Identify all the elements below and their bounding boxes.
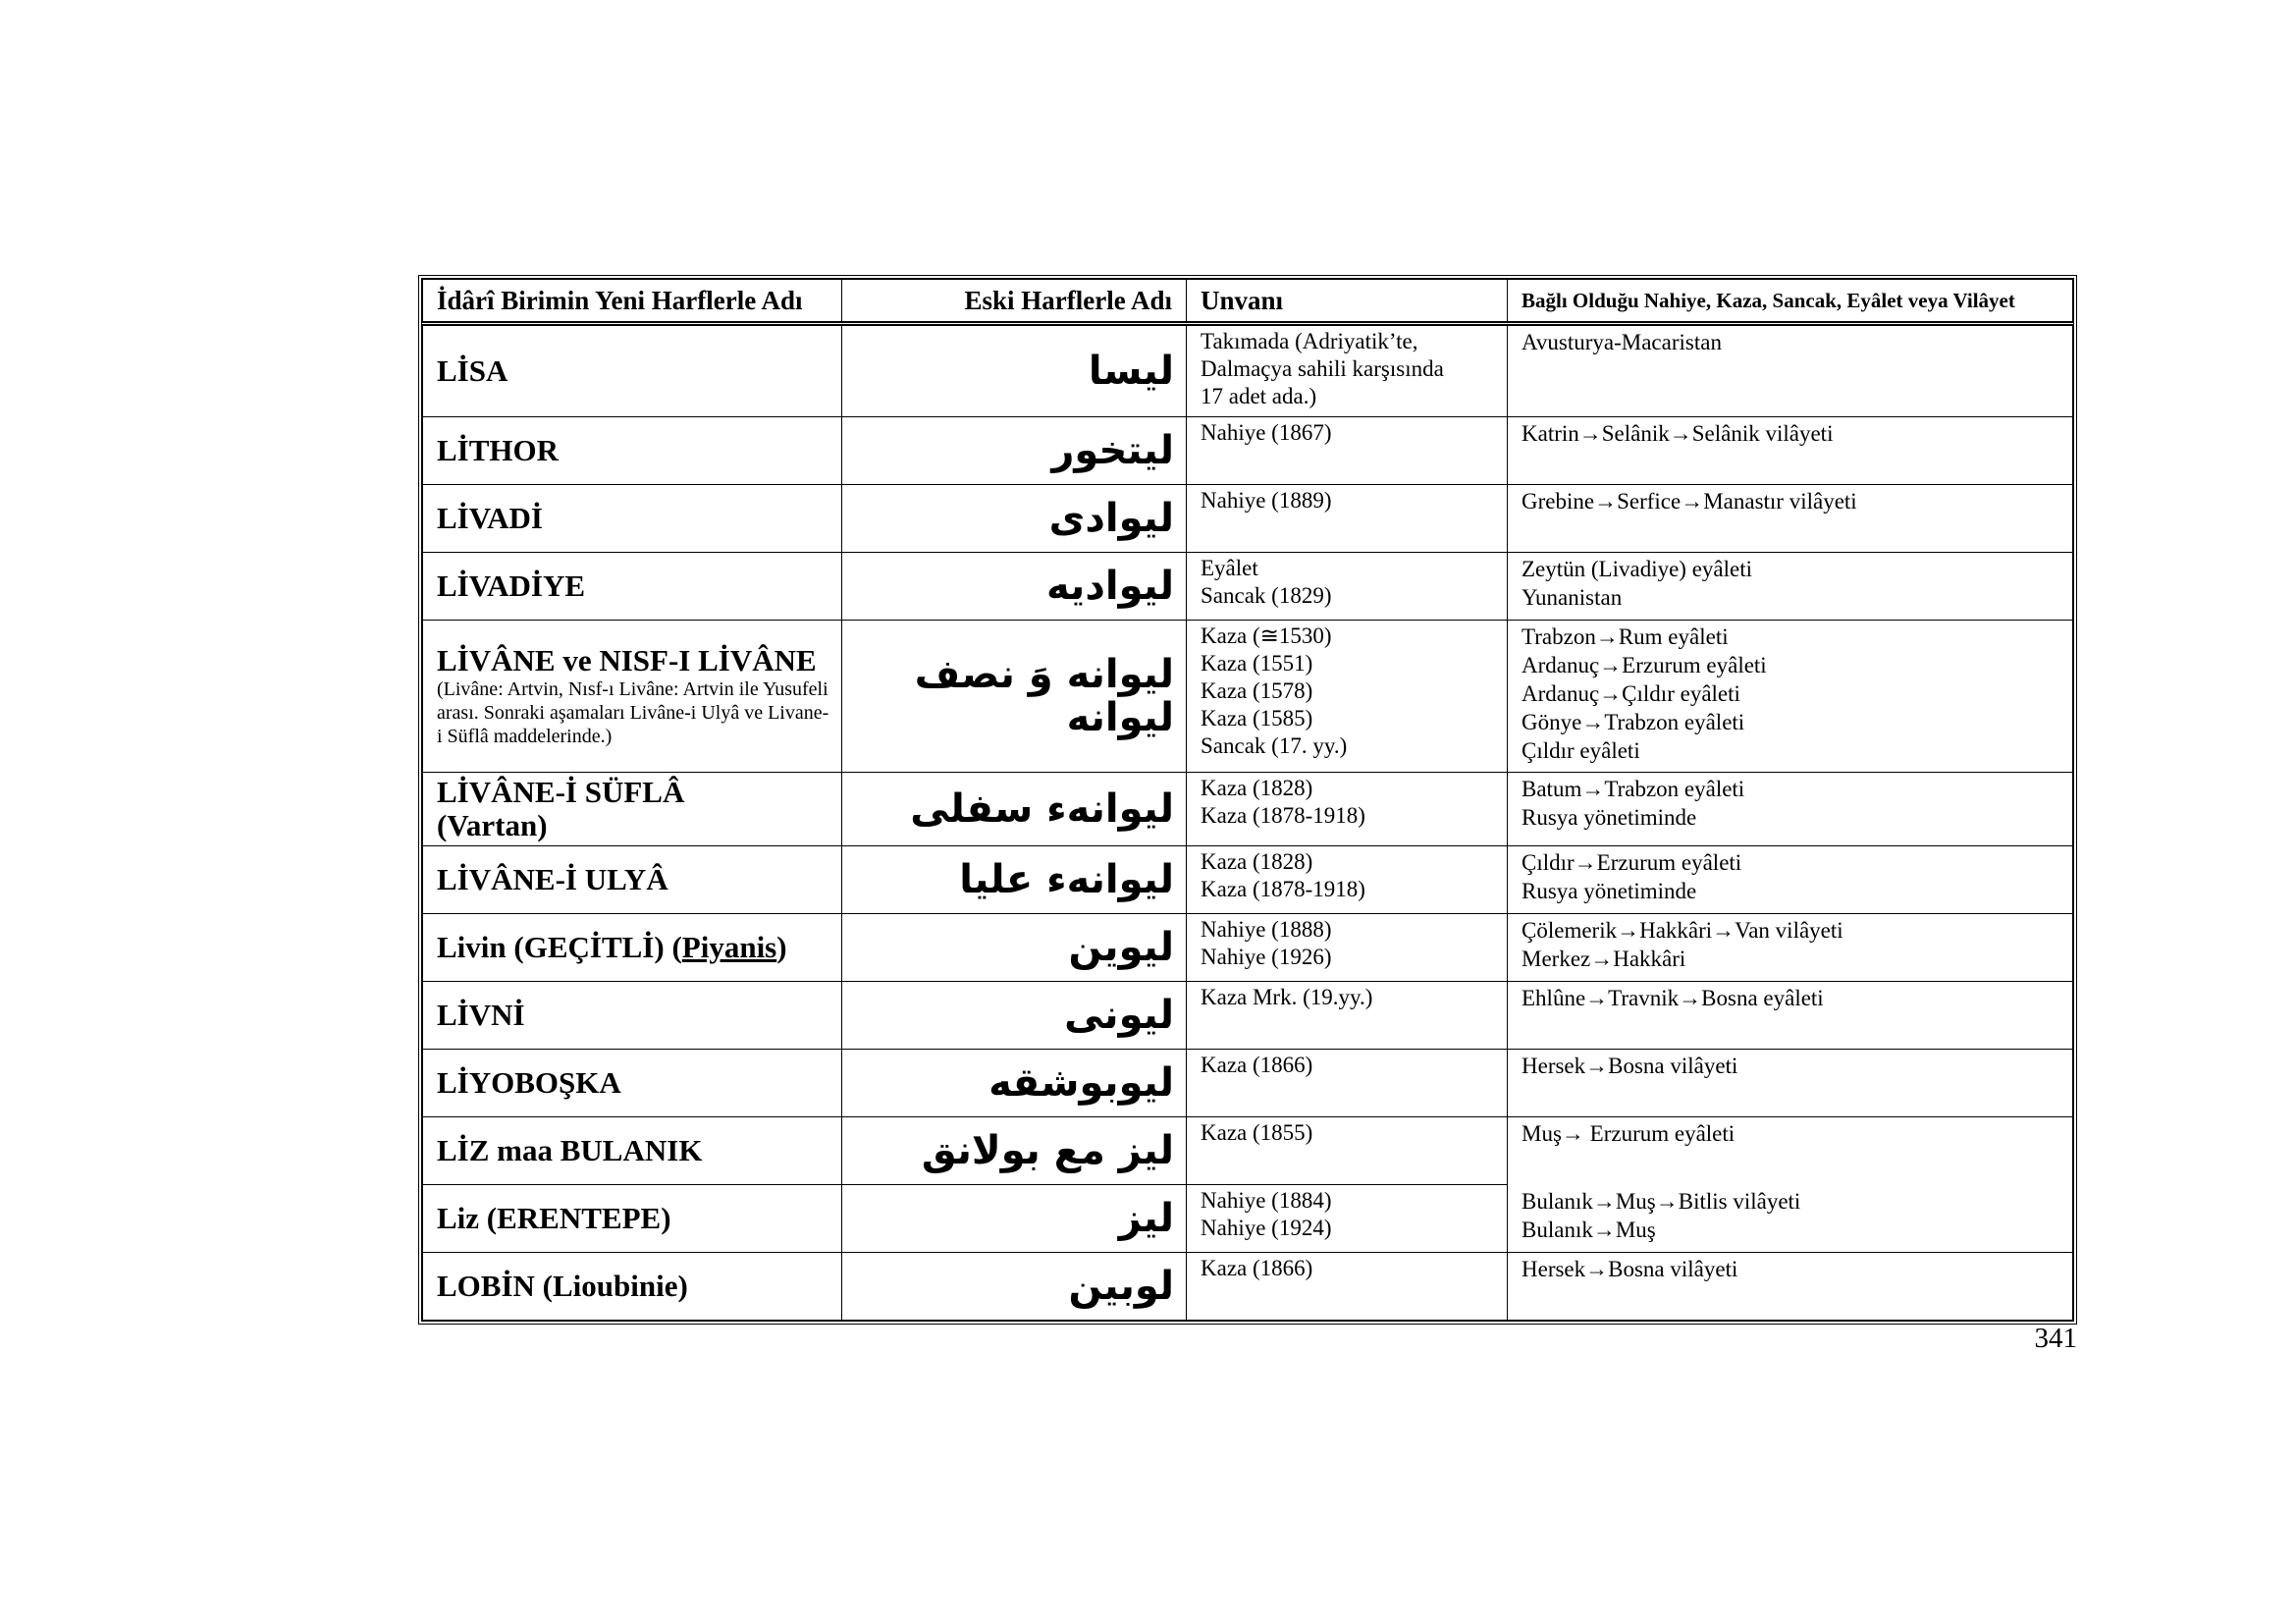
new-name-cell: LİZ maa BULANIK	[423, 1117, 842, 1185]
old-name-cell: ليوانه وَ نصف ليوانه	[842, 621, 1187, 773]
unvan-line: Kaza (1585)	[1201, 706, 1313, 731]
bagli-line: Ardanuç→Erzurum eyâleti	[1522, 653, 1767, 677]
unvan-cell	[1187, 914, 1508, 982]
bagli-line: Ardanuç→Çıldır eyâleti	[1522, 681, 1740, 706]
new-name-title: LİVÂNE ve NISF-I LİVÂNE	[437, 643, 817, 677]
unvan-cell	[1187, 1117, 1508, 1185]
unvan-line: Kaza (1828)	[1201, 776, 1313, 800]
table-row	[423, 1117, 2073, 1185]
old-name-cell: ليوبوشقه	[842, 1050, 1187, 1117]
old-name-cell: ليز	[842, 1185, 1187, 1253]
bagli-cell	[1508, 417, 2073, 485]
unvan-line: Kaza (1866)	[1201, 1256, 1313, 1280]
bagli-cell	[1508, 621, 2073, 773]
table-row	[423, 1050, 2073, 1117]
bagli-cell	[1508, 1185, 2073, 1253]
new-name-cell	[423, 621, 842, 773]
bagli-cell	[1508, 914, 2073, 982]
new-name-cell: LİYOBOŞKA	[423, 1050, 842, 1117]
unvan-cell	[1187, 553, 1508, 621]
unvan-line: Kaza (1866)	[1201, 1053, 1313, 1077]
unvan-cell	[1187, 773, 1508, 846]
table-row	[423, 485, 2073, 553]
new-name-cell	[423, 773, 842, 846]
unvan-cell	[1187, 324, 1508, 417]
header-new-name: İdârî Birimin Yeni Harflerle Adı	[423, 280, 842, 324]
bagli-cell	[1508, 324, 2073, 417]
unvan-cell	[1187, 621, 1508, 773]
old-name-cell: ليوادى	[842, 485, 1187, 553]
unvan-line: Takımada (Adriyatik’te,	[1201, 329, 1418, 353]
bagli-cell	[1508, 553, 2073, 621]
unvan-line: Kaza (1828)	[1201, 849, 1313, 874]
unvan-cell	[1187, 1253, 1508, 1321]
new-name-cell: LİVADİ	[423, 485, 842, 553]
unvan-cell	[1187, 1050, 1508, 1117]
bagli-line: Zeytün (Livadiye) eyâleti	[1522, 557, 1753, 581]
unvan-line: Nahiye (1926)	[1201, 945, 1332, 969]
new-name-cell: LİTHOR	[423, 417, 842, 485]
new-name-cell: Liz (ERENTEPE)	[423, 1185, 842, 1253]
unvan-cell	[1187, 1185, 1508, 1253]
unvan-cell	[1187, 417, 1508, 485]
bagli-line: Merkez→Hakkâri	[1522, 947, 1686, 971]
unvan-cell	[1187, 485, 1508, 553]
table-row	[423, 621, 2073, 773]
bagli-cell	[1508, 1050, 2073, 1117]
old-name-cell: ليوين	[842, 914, 1187, 982]
unvan-line: Nahiye (1924)	[1201, 1216, 1332, 1240]
new-name-suffix: )	[776, 930, 787, 964]
new-name-cell: LİVADİYE	[423, 553, 842, 621]
table-row	[423, 1185, 2073, 1253]
old-name-cell: ليسا	[842, 324, 1187, 417]
old-name-cell: ليز مع بولانق	[842, 1117, 1187, 1185]
bagli-line: Çölemerik→Hakkâri→Van vilâyeti	[1522, 918, 1843, 943]
unvan-line: Kaza (1878-1918)	[1201, 803, 1365, 828]
bagli-cell	[1508, 846, 2073, 914]
unvan-line: Nahiye (1888)	[1201, 917, 1332, 942]
unvan-line: Nahiye (1889)	[1201, 488, 1332, 513]
old-name-cell: ليتخور	[842, 417, 1187, 485]
new-name-underlined: Piyanis	[681, 930, 777, 964]
table-row	[423, 982, 2073, 1050]
bagli-line: Hersek→Bosna vilâyeti	[1522, 1257, 1738, 1281]
unvan-line: Nahiye (1884)	[1201, 1188, 1332, 1213]
table-row	[423, 324, 2073, 417]
page-number: 341	[2034, 1323, 2077, 1354]
unvan-cell	[1187, 846, 1508, 914]
new-name-cell: LOBİN (Lioubinie)	[423, 1253, 842, 1321]
old-name-cell: لوبين	[842, 1253, 1187, 1321]
table-row	[423, 417, 2073, 485]
bagli-line: Rusya yönetiminde	[1522, 805, 1697, 830]
new-name-cell	[423, 914, 842, 982]
new-name-prefix: Livin (GEÇİTLİ) (	[437, 930, 682, 964]
bagli-cell	[1508, 485, 2073, 553]
unvan-line: Sancak (1829)	[1201, 583, 1332, 608]
table-row	[423, 914, 2073, 982]
bagli-line: Avusturya-Macaristan	[1522, 330, 1722, 354]
unvan-line: Kaza (1551)	[1201, 651, 1313, 676]
new-name-title: LİVÂNE-İ SÜFLÂ	[437, 775, 685, 809]
unvan-line: Kaza (1855)	[1201, 1120, 1313, 1145]
gazetteer-table-frame	[418, 275, 2077, 1325]
new-name-note: (Livâne: Artvin, Nısf-ı Livâne: Artvin ile Yusufeli arası. Sonraki aşamaları Livâne-i Ulyâ ve Livane-i Süflâ maddelerinde.)	[437, 678, 829, 747]
bagli-cell	[1508, 1253, 2073, 1321]
new-name-cell: LİVNİ	[423, 982, 842, 1050]
old-name-cell: ليوانهء سفلى	[842, 773, 1187, 846]
bagli-line: Katrin→Selânik→Selânik vilâyeti	[1522, 421, 1834, 446]
header-unvan: Unvanı	[1187, 280, 1508, 324]
table-header-row	[423, 280, 2073, 324]
unvan-line: Dalmaçya sahili karşısında	[1201, 356, 1444, 381]
table-row	[423, 1253, 2073, 1321]
old-name-cell: ليوانهء عليا	[842, 846, 1187, 914]
new-name-subtitle: (Vartan)	[437, 808, 548, 842]
bagli-line: Gönye→Trabzon eyâleti	[1522, 710, 1745, 734]
new-name-cell: LİSA	[423, 324, 842, 417]
bagli-line: Çıldır eyâleti	[1522, 738, 1640, 763]
bagli-line: Bulanık→Muş→Bitlis vilâyeti	[1522, 1188, 1801, 1214]
bagli-line: Bulanık→Muş	[1522, 1217, 1656, 1242]
gazetteer-table	[422, 279, 2073, 1321]
unvan-line: Eyâlet	[1201, 556, 1258, 580]
table-row	[423, 846, 2073, 914]
bagli-line: Grebine→Serfice→Manastır vilâyeti	[1522, 489, 1857, 514]
unvan-line: Kaza Mrk. (19.yy.)	[1201, 985, 1373, 1009]
bagli-line: Hersek→Bosna vilâyeti	[1522, 1054, 1738, 1078]
header-bagli: Bağlı Olduğu Nahiye, Kaza, Sancak, Eyâlet veya Vilâyet	[1508, 280, 2073, 324]
bagli-line: Rusya yönetiminde	[1522, 879, 1697, 903]
unvan-line: Sancak (17. yy.)	[1201, 733, 1348, 758]
unvan-line: Kaza (1578)	[1201, 678, 1313, 703]
old-name-cell: ليواديه	[842, 553, 1187, 621]
bagli-line: Ehlûne→Travnik→Bosna eyâleti	[1522, 986, 1824, 1010]
unvan-cell	[1187, 982, 1508, 1050]
unvan-line: Kaza (1878-1918)	[1201, 877, 1365, 901]
unvan-line: Kaza (≅1530)	[1201, 623, 1332, 648]
bagli-cell	[1508, 982, 2073, 1050]
bagli-cell	[1508, 773, 2073, 846]
old-name-cell: ليونى	[842, 982, 1187, 1050]
bagli-line: Yunanistan	[1522, 585, 1623, 610]
table-row	[423, 553, 2073, 621]
unvan-line: 17 adet ada.)	[1201, 384, 1317, 408]
new-name-cell: LİVÂNE-İ ULYÂ	[423, 846, 842, 914]
bagli-cell	[1508, 1117, 2073, 1185]
header-old-name: Eski Harflerle Adı	[842, 280, 1187, 324]
bagli-line: Çıldır→Erzurum eyâleti	[1522, 850, 1742, 875]
unvan-line: Nahiye (1867)	[1201, 420, 1332, 445]
table-row	[423, 773, 2073, 846]
bagli-line: Batum→Trabzon eyâleti	[1522, 777, 1745, 801]
bagli-line: Muş→ Erzurum eyâleti	[1522, 1121, 1735, 1146]
bagli-line: Trabzon→Rum eyâleti	[1522, 624, 1729, 649]
